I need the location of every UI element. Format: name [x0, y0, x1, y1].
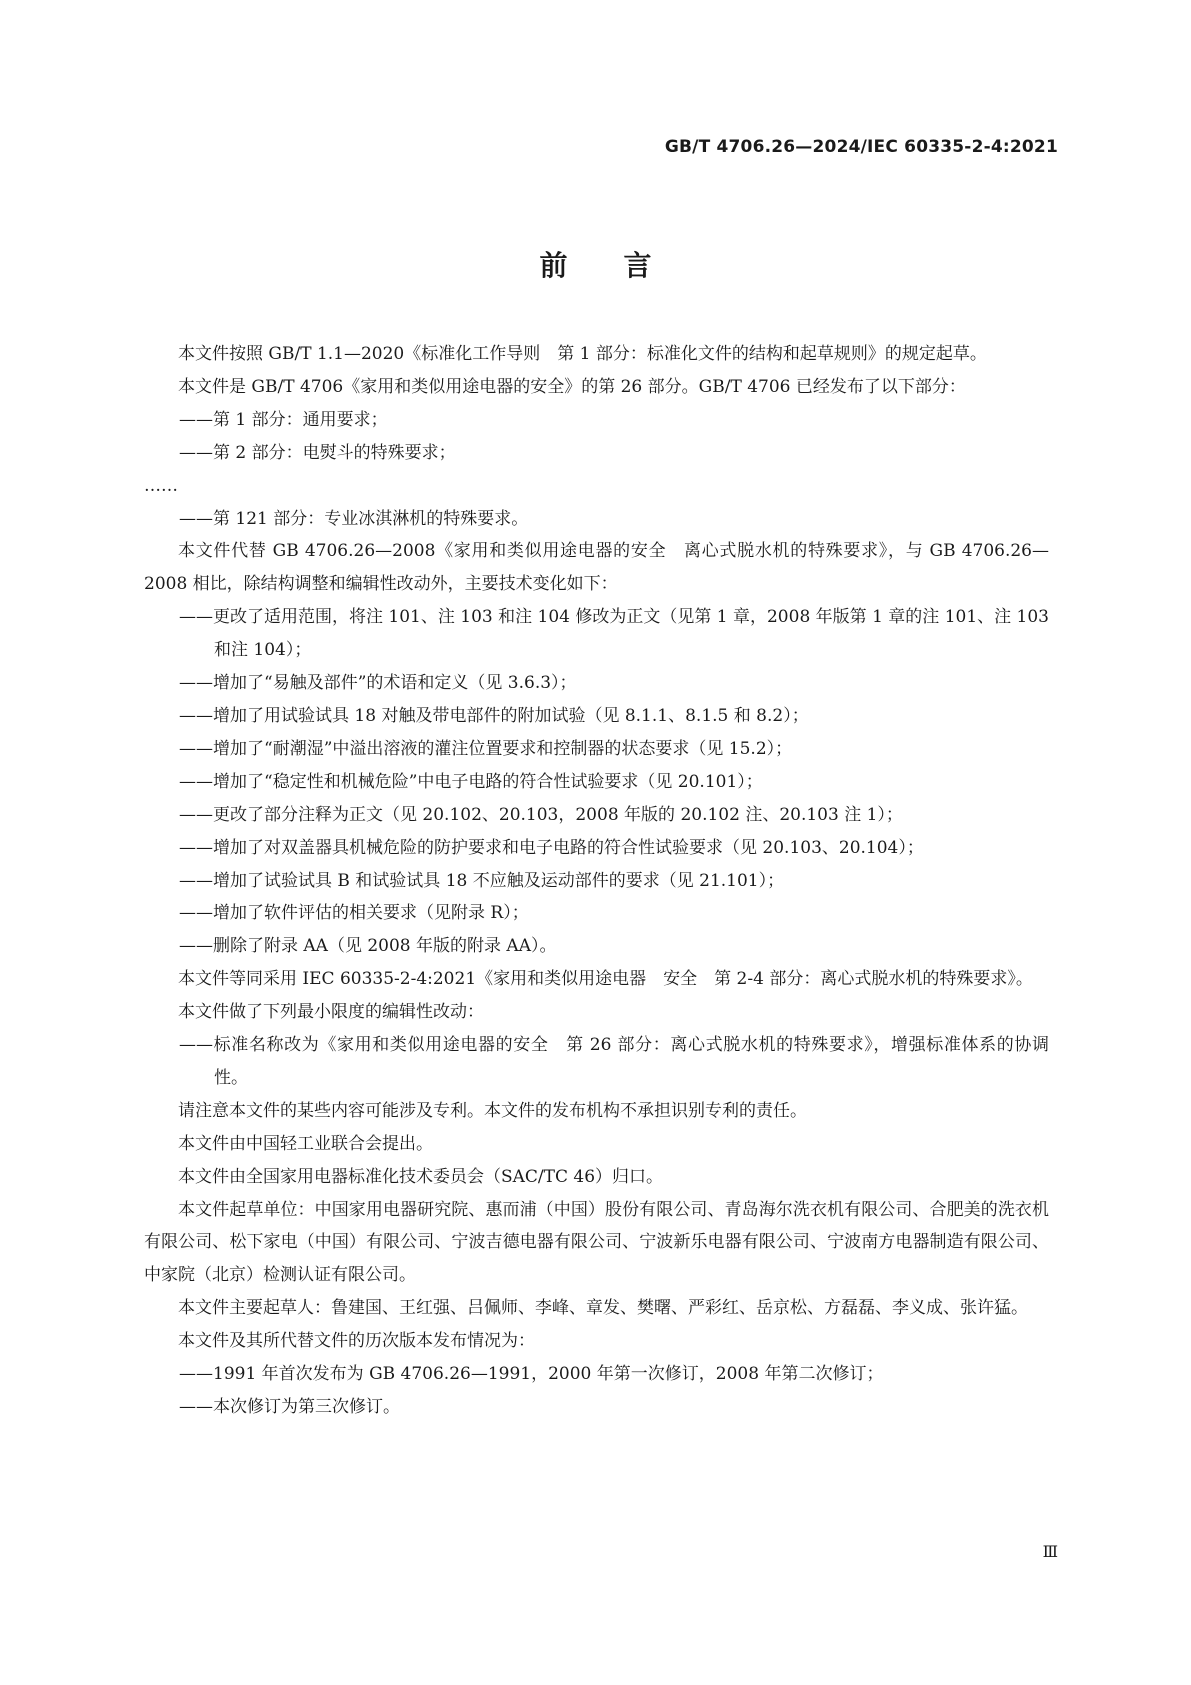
paragraph: 本文件代替 GB 4706.26—2008《家用和类似用途电器的安全 离心式脱水机的特殊要求》，与 GB 4706.26—2008 相比，除结构调整和编辑性改动外，主要技术变化如下： [144, 541, 1049, 595]
standard-number-header: GB/T 4706.26—2024/IEC 60335-2-4:2021 [664, 137, 1058, 157]
paragraph: 本文件由全国家用电器标准化技术委员会（SAC/TC 46）归口。 [178, 1166, 664, 1187]
paragraph: 本文件及其所代替文件的历次版本发布情况为： [178, 1331, 535, 1352]
document-body [144, 338, 1049, 1424]
list-item: ——增加了软件评估的相关要求（见附录 R）； [179, 903, 529, 924]
list-item: ——标准名称改为《家用和类似用途电器的安全 第 26 部分：离心式脱水机的特殊要求》，增强标准体系的协调性。 [179, 1035, 1049, 1088]
page-number: Ⅲ [1042, 1542, 1058, 1561]
list-item: ——增加了用试验试具 18 对触及带电部件的附加试验（见 8.1.1、8.1.5 和 8.2）； [179, 705, 809, 726]
list-item: ——1991 年首次发布为 GB 4706.26—1991，2000 年第一次修订，2008 年第二次修订； [179, 1364, 884, 1385]
paragraph: 本文件是 GB/T 4706《家用和类似用途电器的安全》的第 26 部分。GB/T 4706 已经发布了以下部分： [178, 376, 966, 397]
paragraph: 本文件等同采用 IEC 60335-2-4:2021《家用和类似用途电器 安全 第 2-4 部分：离心式脱水机的特殊要求》。 [178, 969, 1033, 990]
list-item: ——增加了“稳定性和机械危险”中电子电路的符合性试验要求（见 20.101）； [179, 771, 763, 792]
list-item: ——增加了“耐潮湿”中溢出溶液的灌注位置要求和控制器的状态要求（见 15.2）； [179, 738, 793, 759]
paragraph: 请注意本文件的某些内容可能涉及专利。本文件的发布机构不承担识别专利的责任。 [178, 1100, 807, 1121]
list-item: ——增加了“易触及部件”的术语和定义（见 3.6.3）； [179, 673, 577, 694]
list-item: ——增加了对双盖器具机械危险的防护要求和电子电路的符合性试验要求（见 20.103、20.104）； [179, 837, 924, 858]
list-item: ——本次修订为第三次修订。 [179, 1397, 400, 1417]
paragraph: 本文件起草单位：中国家用电器研究院、惠而浦（中国）股份有限公司、青岛海尔洗衣机有限公司、合肥美的洗衣机有限公司、松下家电（中国）有限公司、宁波吉德电器有限公司、宁波新乐电器有限公司、宁波南方电器制造有限公司、中家院（北京）检测认证有限公司。 [144, 1199, 1049, 1286]
paragraph: 本文件做了下列最小限度的编辑性改动： [178, 1002, 484, 1023]
list-item: ——第 1 部分：通用要求； [179, 409, 388, 430]
list-item: ——删除了附录 AA（见 2008 年版的附录 AA）。 [179, 936, 557, 957]
list-item: ——第 2 部分：电熨斗的特殊要求； [179, 442, 456, 463]
paragraph: 本文件按照 GB/T 1.1—2020《标准化工作导则 第 1 部分：标准化文件的结构和起草规则》的规定起草。 [178, 344, 987, 364]
list-item: ——增加了试验试具 B 和试验试具 18 不应触及运动部件的要求（见 21.101）； [179, 870, 785, 891]
paragraph: 本文件主要起草人：鲁建国、王红强、吕佩师、李峰、章发、樊曙、严彩红、岳京松、方磊磊、李义成、张许猛。 [178, 1298, 1028, 1319]
list-item: ——更改了部分注释为正文（见 20.102、20.103，2008 年版的 20.102 注、20.103 注 1）； [179, 804, 903, 825]
ellipsis-line: …… [144, 475, 178, 496]
paragraph: 本文件由中国轻工业联合会提出。 [178, 1133, 433, 1154]
list-item: ——第 121 部分：专业冰淇淋机的特殊要求。 [179, 508, 529, 529]
list-item: ——更改了适用范围，将注 101、注 103 和注 104 修改为正文（见第 1 章，2008 年版第 1 章的注 101、注 103 和注 104）； [179, 607, 1049, 661]
page-title: 前言 [539, 249, 708, 282]
